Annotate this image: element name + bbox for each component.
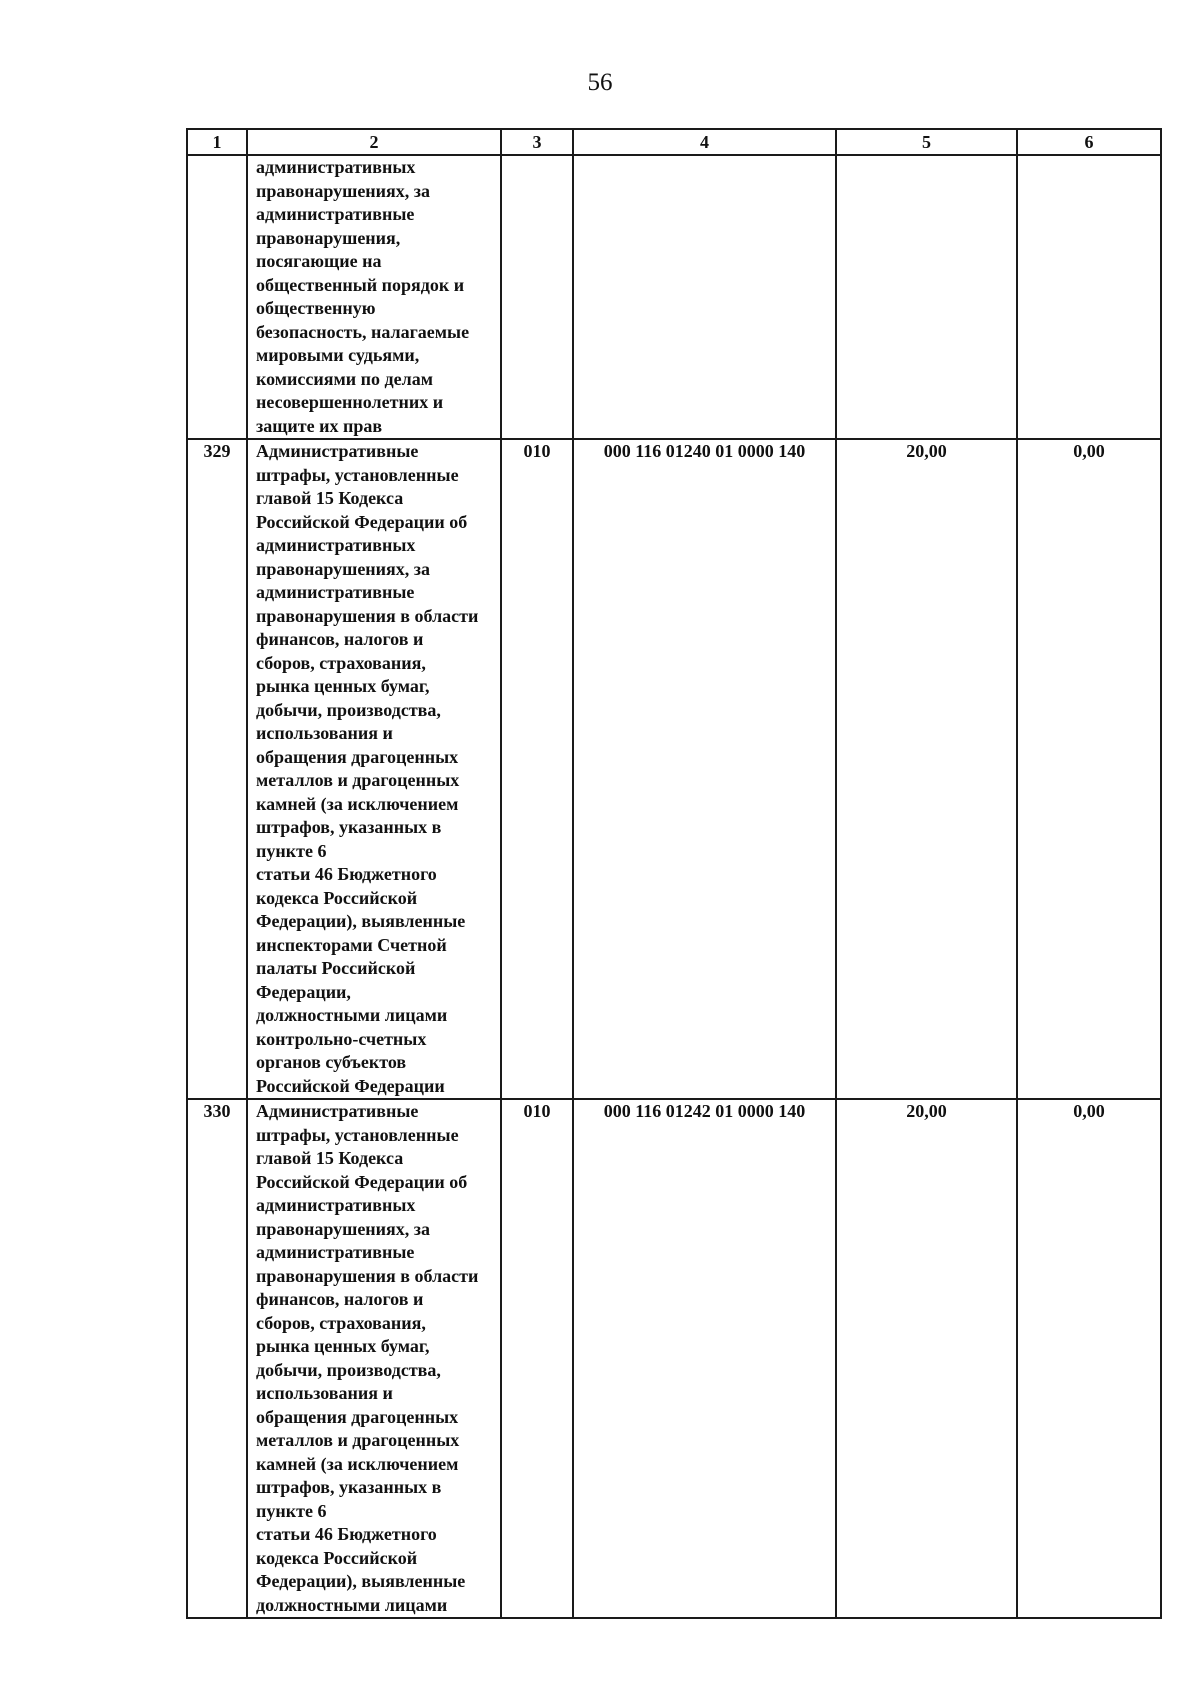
row-value-6: 0,00 <box>1017 1099 1161 1618</box>
row-name-text: административных правонарушениях, за административные правонарушения, посягающие на общественный порядок и общественную безопасность, налагаемые мировыми судьями, комиссиями по делам несовершеннолетних и защите их прав <box>256 157 470 436</box>
header-col-5: 5 <box>836 129 1017 155</box>
row-name <box>247 1099 501 1618</box>
header-col-6: 6 <box>1017 129 1161 155</box>
row-kbk <box>573 155 836 439</box>
header-col-3: 3 <box>501 129 573 155</box>
header-col-1: 1 <box>187 129 247 155</box>
row-code: 010 <box>501 1099 573 1618</box>
row-name <box>247 155 501 439</box>
row-value-6 <box>1017 155 1161 439</box>
table-row <box>187 439 1161 1099</box>
row-name-text: Административные штрафы, установленные главой 15 Кодекса Российской Федерации об административных правонарушениях, за административные правонарушения в области финансов, налогов и сборов, страхования, рынка ценных бумаг, добычи, производства, использования и обращения драгоценных металлов и драгоценных камней (за исключением штрафов, указанных в пункте 6 статьи 46 Бюджетного кодекса Российской Федерации), выявленные инспекторами Счетной палаты Российской Федерации, должностными лицами контрольно-счетных органов субъектов Российской Федерации <box>256 441 479 1096</box>
revenue-table <box>186 128 1162 1619</box>
table-row <box>187 155 1161 439</box>
row-value-5: 20,00 <box>836 439 1017 1099</box>
page-number: 56 <box>587 69 613 96</box>
row-kbk: 000 116 01242 01 0000 140 <box>573 1099 836 1618</box>
row-number <box>187 155 247 439</box>
row-code <box>501 155 573 439</box>
header-col-2: 2 <box>247 129 501 155</box>
table-header-row <box>187 129 1161 155</box>
row-name <box>247 439 501 1099</box>
table-row <box>187 1099 1161 1618</box>
row-value-5: 20,00 <box>836 1099 1017 1618</box>
header-col-4: 4 <box>573 129 836 155</box>
row-kbk: 000 116 01240 01 0000 140 <box>573 439 836 1099</box>
row-code: 010 <box>501 439 573 1099</box>
row-value-5 <box>836 155 1017 439</box>
row-name-text: Административные штрафы, установленные главой 15 Кодекса Российской Федерации об административных правонарушениях, за административные правонарушения в области финансов, налогов и сборов, страхования, рынка ценных бумаг, добычи, производства, использования и обращения драгоценных металлов и драгоценных камней (за исключением штрафов, указанных в пункте 6 статьи 46 Бюджетного кодекса Российской Федерации), выявленные должностными лицами <box>256 1101 479 1615</box>
row-value-6: 0,00 <box>1017 439 1161 1099</box>
row-number: 329 <box>187 439 247 1099</box>
row-number: 330 <box>187 1099 247 1618</box>
